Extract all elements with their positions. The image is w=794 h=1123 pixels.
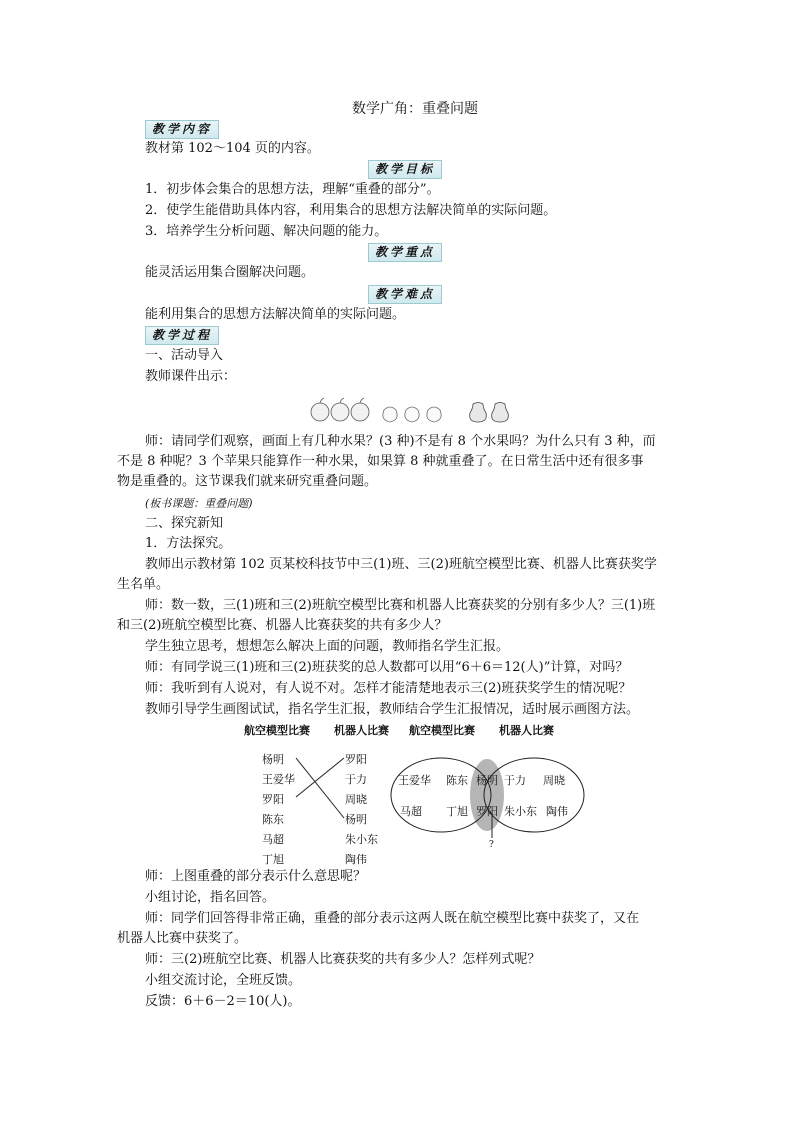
label-robot-left: 机器人比赛 [334,724,389,737]
part1-intro: 教师课件出示： [145,369,237,384]
paragraph-line: 师：同学们回答得非常正确，重叠的部分表示这两人既在航空模型比赛中获奖了，又在 [145,911,640,926]
right-list-name: 陶伟 [345,853,367,866]
left-list-name: 王爱华 [262,773,295,786]
right-list-name: 杨明 [345,813,367,826]
section-tag-key: 教学重点 [368,243,442,262]
section-tag-goals: 教学目标 [368,160,442,179]
right-list-name: 罗阳 [345,753,367,766]
venn-name: 陈东 [446,774,468,787]
right-list-name: 周晓 [345,793,367,806]
venn-name: 周晓 [543,774,565,787]
section-tag-content: 教学内容 [145,120,219,139]
venn-name: 朱小东 [504,805,537,818]
part2-subheading: 1．方法探究。 [145,536,232,551]
connector-line [296,758,344,797]
venn-overlap-name: 罗阳 [476,805,498,818]
paragraph-line: 反馈：6＋6－2＝10(人)。 [145,994,301,1009]
venn-name: 陶伟 [546,805,568,818]
left-list-name: 马超 [262,833,284,846]
venn-overlap-region [470,759,504,831]
section-tag-process: 教学过程 [145,326,219,345]
page-title: 数学广角：重叠问题 [352,101,478,117]
paragraph-line: 师：上图重叠的部分表示什么意思呢？ [145,869,367,884]
connector-line [296,758,344,818]
goal-item: 3．培养学生分析问题、解决问题的能力。 [145,224,388,239]
goal-item: 1．初步体会集合的思想方法，理解“重叠的部分”。 [145,182,440,197]
left-list-name: 罗阳 [262,793,284,806]
overlap-question-mark: ? [489,840,494,850]
paragraph-line: 师：请同学们观察，画面上有几种水果？(3 种)不是有 8 个水果吗？为什么只有 3 种，而 [145,434,656,449]
left-list-name: 丁旭 [262,853,284,866]
paragraph-line: 机器人比赛中获奖了。 [117,931,248,946]
left-list-name: 陈东 [262,813,284,826]
difficulty-text: 能利用集合的思想方法解决简单的实际问题。 [145,307,406,322]
venn-name: 于力 [504,774,526,787]
paragraph-line: 和三(2)班航空模型比赛、机器人比赛获奖的共有多少人？ [117,618,448,633]
paragraph-line: 学生独立思考，想想怎么解决上面的问题，教师指名学生汇报。 [145,639,510,654]
paragraph-line: 师：三(2)班航空比赛、机器人比赛获奖的共有多少人？怎样列式呢？ [145,952,541,967]
paragraph-line: 师：有同学说三(1)班和三(2)班获奖的总人数都可以用“6＋6＝12(人)”计算，对吗？ [145,660,629,675]
content-text: 教材第 102～104 页的内容。 [145,141,320,156]
goal-item: 2．使学生能借助具体内容，利用集合的思想方法解决简单的实际问题。 [145,203,557,218]
venn-name: 马超 [400,805,422,818]
label-robot-right: 机器人比赛 [499,724,554,737]
board-title: (板书课题：重叠问题) [145,497,253,510]
right-list-name: 于力 [345,773,367,786]
paragraph-line: 物是重叠的。这节课我们就来研究重叠问题。 [117,474,378,489]
key-text: 能灵活运用集合圈解决问题。 [145,265,315,280]
left-list-name: 杨明 [262,753,284,766]
section-tag-difficulty: 教学难点 [368,285,442,304]
paragraph-line: 师：数一数，三(1)班和三(2)班航空模型比赛和机器人比赛获奖的分别有多少人？三(1)班 [145,598,656,613]
part1-heading: 一、活动导入 [145,348,224,363]
paragraph-line: 教师引导学生画图试试，指名学生汇报，教师结合学生汇报情况，适时展示画图方法。 [145,702,640,717]
paragraph-line: 小组交流讨论，全班反馈。 [145,973,302,988]
paragraph-line: 小组讨论，指名回答。 [145,890,276,905]
label-aero-model-left: 航空模型比赛 [244,724,310,737]
paragraph-line: 不是 8 种呢？3 个苹果只能算作一种水果，如果算 8 种就重叠了。在日常生活中还有很多事 [117,454,644,469]
paragraph-line: 教师出示教材第 102 页某校科技节中三(1)班、三(2)班航空模型比赛、机器人比赛获奖学 [145,557,657,572]
right-list-name: 朱小东 [345,833,378,846]
venn-name: 丁旭 [446,805,468,818]
paragraph-line: 生名单。 [117,577,170,592]
part2-heading: 二、探究新知 [145,516,224,531]
venn-name: 王爱华 [398,774,431,787]
venn-overlap-name: 杨明 [476,774,498,787]
paragraph-line: 师：我听到有人说对，有人说不对。怎样才能清楚地表示三(2)班获奖学生的情况呢？ [145,681,632,696]
label-aero-model-right: 航空模型比赛 [409,724,475,737]
